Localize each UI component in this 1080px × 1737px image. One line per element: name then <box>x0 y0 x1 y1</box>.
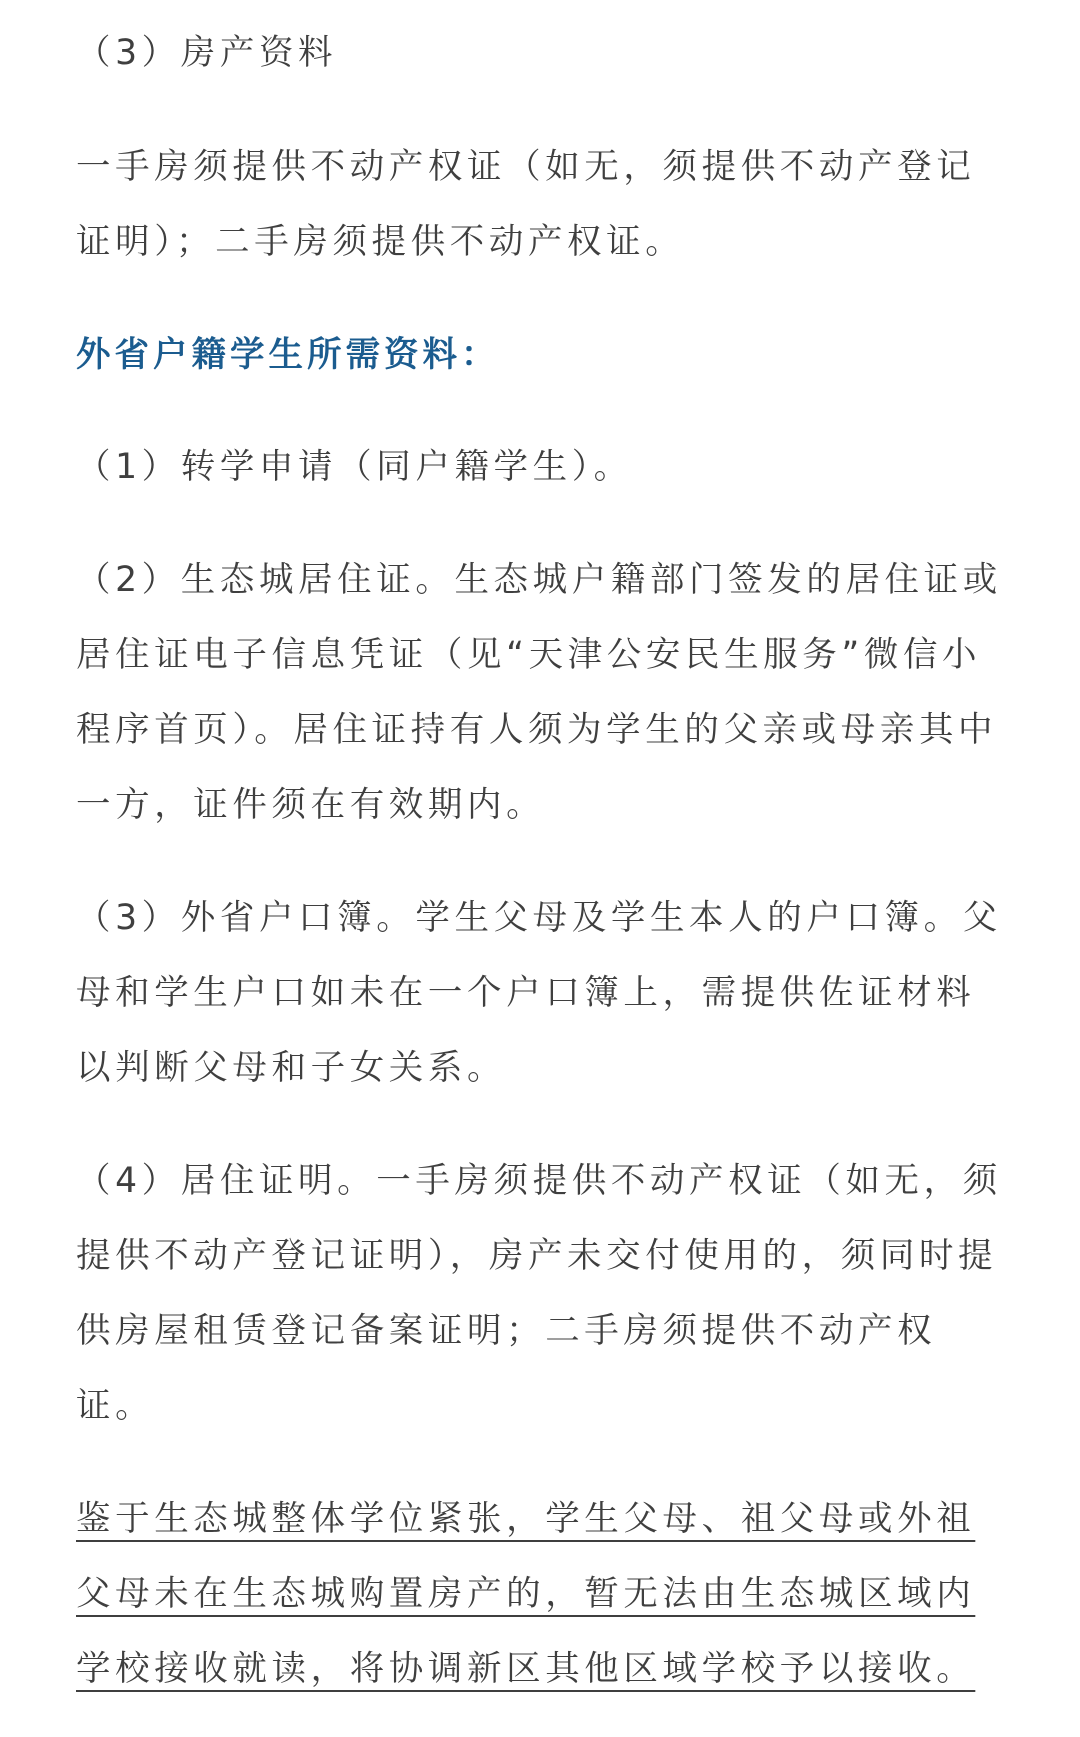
list-item-household-register: （3）外省户口簿。学生父母及学生本人的户口簿。父母和学生户口如未在一个户口簿上，需提供佐证材料以判断父母和子女关系。 <box>76 898 1002 1088</box>
property-docs-body: 一手房须提供不动产权证（如无，须提供不动产登记证明）；二手房须提供不动产权证。 <box>76 147 976 262</box>
list-item-residence-proof: （4）居住证明。一手房须提供不动产权证（如无，须提供不动产登记证明），房产未交付使用的，须同时提供房屋租赁登记备案证明；二手房须提供不动产权证。 <box>76 1161 1002 1426</box>
property-docs-title: （3）房产资料 <box>76 33 338 73</box>
notice-underlined: 鉴于生态城整体学位紧张，学生父母、祖父母或外祖父母未在生态城购置房产的，暂无法由生态城区域内学校接收就读，将协调新区其他区域学校予以接收。 <box>76 1499 976 1689</box>
list-item-transfer-application: （1）转学申请（同户籍学生）。 <box>76 447 633 487</box>
out-of-province-heading: 外省户籍学生所需资料： <box>76 335 500 375</box>
article-body <box>76 0 1008 1707</box>
list-item-residence-permit: （2）生态城居住证。生态城户籍部门签发的居住证或居住证电子信息凭证（见“天津公安民生服务”微信小程序首页）。居住证持有人须为学生的父亲或母亲其中一方，证件须在有效期内。 <box>76 560 1002 825</box>
